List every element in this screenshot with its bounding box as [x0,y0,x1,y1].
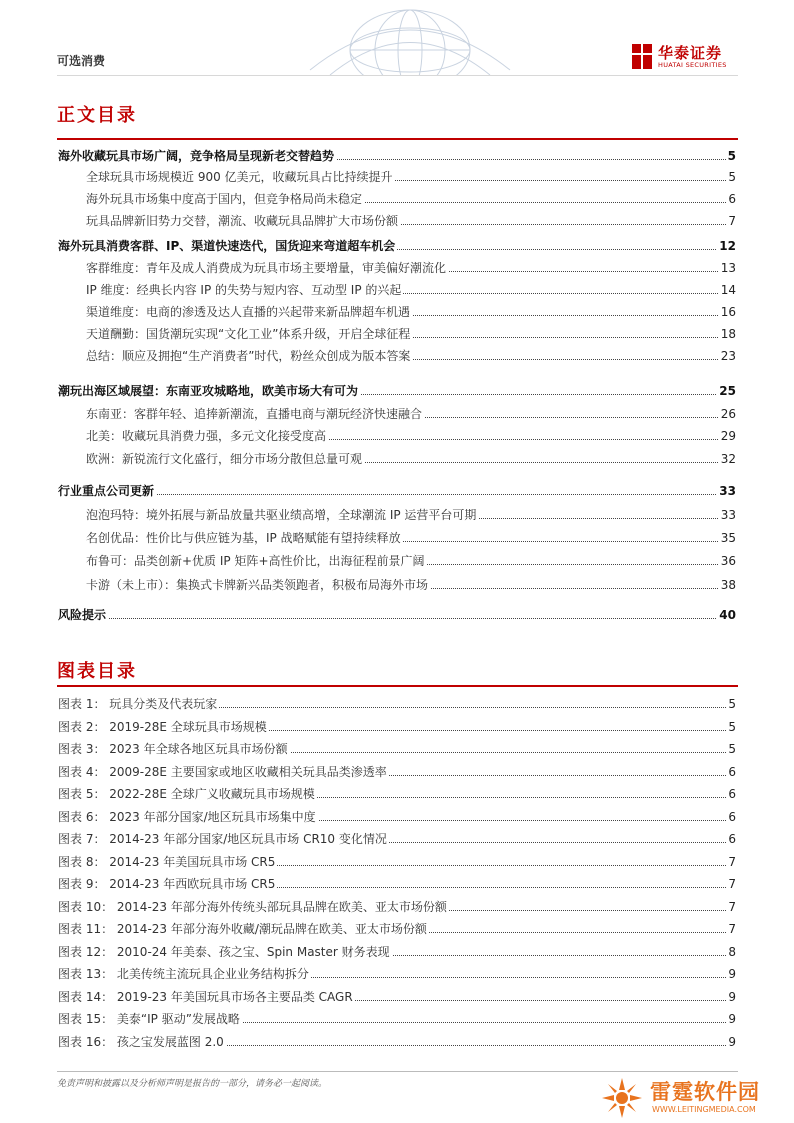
watermark-text-cn: 雷霆软件园 [650,1080,760,1104]
toc-entry-label: 名创优品：性价比与供应链为基，IP 战略赋能有望持续释放 [86,528,403,548]
figures-title: 图表目录 [57,661,137,682]
figure-entry-label: 图表 16： 孩之宝发展蓝图 2.0 [58,1032,226,1052]
toc-entry-page: 40 [717,605,736,625]
toc-entry-label: 客群维度：青年及成人消费成为玩具市场主要增量，审美偏好潮流化 [86,258,448,278]
toc-section-entry[interactable] [0,324,794,344]
figure-entry-label: 图表 7： 2014-23 年部分国家/地区玩具市场 CR10 变化情况 [58,829,389,849]
toc-chapter-entry[interactable] [0,381,794,401]
figure-entry-label: 图表 12： 2010-24 年美泰、孩之宝、Spin Master 财务表现 [58,942,392,962]
figure-entry-label: 图表 5： 2022-28E 全球广义收藏玩具市场规模 [58,784,317,804]
figure-entry[interactable] [0,762,794,782]
toc-entry-label: 东南亚：客群年轻、追捧新潮流，直播电商与潮玩经济快速融合 [86,404,424,424]
figure-entry-page: 7 [726,852,736,872]
toc-section-entry[interactable] [0,449,794,469]
toc-section-entry[interactable] [0,211,794,231]
figure-entry[interactable] [0,717,794,737]
figure-entry[interactable] [0,739,794,759]
figure-entry-page: 5 [726,717,736,737]
toc-section-entry[interactable] [0,280,794,300]
figure-entry-label: 图表 4： 2009-28E 主要国家或地区收藏相关玩具品类渗透率 [58,762,389,782]
toc-entry-page: 25 [717,381,736,401]
toc-entry-page: 33 [717,481,736,501]
toc-entry-page: 18 [719,324,736,344]
toc-section-entry[interactable] [0,575,794,595]
toc-entry-label: 渠道维度：电商的渗透及达人直播的兴起带来新品牌超车机遇 [86,302,412,322]
figure-entry-label: 图表 13： 北美传统主流玩具企业业务结构拆分 [58,964,311,984]
toc-section-entry[interactable] [0,528,794,548]
toc-entry-label: 全球玩具市场规模近 900 亿美元，收藏玩具占比持续提升 [86,167,395,187]
toc-entry-label: 玩具品牌新旧势力交替，潮流、收藏玩具品牌扩大市场份额 [86,211,400,231]
toc-entry-page: 13 [719,258,736,278]
dot-leader [58,494,734,495]
toc-chapter-entry[interactable] [0,481,794,501]
watermark-logo-icon [600,1076,644,1120]
figure-entry[interactable] [0,694,794,714]
toc-entry-page: 33 [719,505,736,525]
section-label: 可选消费 [57,54,106,68]
figure-entry-label: 图表 10： 2014-23 年部分海外传统头部玩具品牌在欧美、亚太市场份额 [58,897,449,917]
toc-chapter-entry[interactable] [0,605,794,625]
toc-entry-label: 泡泡玛特：境外拓展与新品放量共驱业绩高增，全球潮流 IP 运营平台可期 [86,505,478,525]
toc-entry-label: 天道酬勤：国货潮玩实现“文化工业”体系升级，开启全球征程 [86,324,412,344]
toc-entry-label: 风险提示 [58,605,108,625]
figure-entry[interactable] [0,829,794,849]
toc-entry-label: 总结：顺应及拥抱“生产消费者”时代，粉丝众创成为版本答案 [86,346,412,366]
figure-entry-page: 9 [726,1009,736,1029]
toc-title-rule [57,138,738,140]
figure-entry-page: 7 [726,919,736,939]
huatai-logo [632,44,742,74]
figure-entry-label: 图表 2： 2019-28E 全球玩具市场规模 [58,717,269,737]
watermark-text-en: WWW.LEITINGMEDIA.COM [652,1105,756,1114]
toc-entry-page: 38 [719,575,736,595]
figure-entry-label: 图表 8： 2014-23 年美国玩具市场 CR5 [58,852,277,872]
figure-entry-label: 图表 1： 玩具分类及代表玩家 [58,694,219,714]
figure-entry-label: 图表 15： 美泰“IP 驱动”发展战略 [58,1009,242,1029]
figure-entry[interactable] [0,919,794,939]
toc-entry-page: 14 [719,280,736,300]
figure-entry-page: 8 [726,942,736,962]
figure-entry-page: 9 [726,1032,736,1052]
toc-section-entry[interactable] [0,302,794,322]
figure-entry-page: 7 [726,897,736,917]
toc-entry-label: IP 维度：经典长内容 IP 的失势与短内容、互动型 IP 的兴起 [86,280,403,300]
figure-entry[interactable] [0,964,794,984]
toc-entry-label: 海外收藏玩具市场广阔，竞争格局呈现新老交替趋势 [58,146,336,166]
toc-section-entry[interactable] [0,426,794,446]
toc-section-entry[interactable] [0,258,794,278]
toc-entry-page: 35 [719,528,736,548]
disclaimer-text: 免责声明和披露以及分析师声明是报告的一部分，请务必一起阅读。 [57,1079,328,1089]
page-header [0,0,794,80]
toc-entry-page: 23 [719,346,736,366]
figure-entry-page: 6 [726,829,736,849]
figure-entry[interactable] [0,852,794,872]
toc-chapter-entry[interactable] [0,146,794,166]
toc-entry-label: 卡游（未上市）：集换式卡牌新兴品类领跑者，积极布局海外市场 [86,575,430,595]
figure-entry-label: 图表 6： 2023 年部分国家/地区玩具市场集中度 [58,807,318,827]
toc-entry-label: 海外玩具市场集中度高于国内，但竞争格局尚未稳定 [86,189,364,209]
toc-entry-label: 北美：收藏玩具消费力强，多元文化接受度高 [86,426,328,446]
toc-entry-page: 5 [726,146,736,166]
figure-entry-page: 6 [726,784,736,804]
figure-entry-label: 图表 9： 2014-23 年西欧玩具市场 CR5 [58,874,277,894]
toc-entry-page: 6 [726,189,736,209]
figure-entry[interactable] [0,784,794,804]
logo-mark-icon [632,44,654,70]
figure-entry[interactable] [0,987,794,1007]
figure-entry-page: 6 [726,762,736,782]
figure-entry[interactable] [0,942,794,962]
toc-section-entry[interactable] [0,189,794,209]
figure-entry-page: 5 [726,739,736,759]
header-divider [57,75,738,76]
toc-section-entry[interactable] [0,346,794,366]
toc-entry-label: 海外玩具消费客群、IP、渠道快速迭代，国货迎来弯道超车机会 [58,236,397,256]
toc-section-entry[interactable] [0,551,794,571]
toc-entry-page: 5 [726,167,736,187]
dot-leader [58,618,734,619]
figure-entry[interactable] [0,897,794,917]
toc-entry-label: 欧洲：新锐流行文化盛行，细分市场分散但总量可观 [86,449,364,469]
toc-entry-page: 36 [719,551,736,571]
toc-entry-label: 布鲁可：品类创新+优质 IP 矩阵+高性价比，出海征程前景广阔 [86,551,427,571]
figure-entry-page: 9 [726,964,736,984]
toc-entry-page: 12 [717,236,736,256]
toc-section-entry[interactable] [0,505,794,525]
figure-entry-page: 7 [726,874,736,894]
figure-entry-label: 图表 14： 2019-23 年美国玩具市场各主要品类 CAGR [58,987,355,1007]
toc-entry-page: 16 [719,302,736,322]
logo-text-en: HUATAI SECURITIES [658,61,727,69]
figure-entry[interactable] [0,874,794,894]
figure-entry-page: 9 [726,987,736,1007]
toc-entry-page: 29 [719,426,736,446]
figure-entry-label: 图表 3： 2023 年全球各地区玩具市场份额 [58,739,290,759]
figure-entry-page: 5 [726,694,736,714]
toc-entry-page: 7 [726,211,736,231]
toc-title: 正文目录 [57,105,137,126]
toc-entry-page: 32 [719,449,736,469]
figures-title-rule [57,685,738,687]
figure-entry[interactable] [0,1032,794,1052]
toc-entry-label: 行业重点公司更新 [58,481,156,501]
figure-entry-page: 6 [726,807,736,827]
figure-entry[interactable] [0,807,794,827]
toc-entry-label: 潮玩出海区域展望：东南亚攻城略地，欧美市场大有可为 [58,381,360,401]
figure-entry-label: 图表 11： 2014-23 年部分海外收藏/潮玩品牌在欧美、亚太市场份额 [58,919,429,939]
toc-section-entry[interactable] [0,404,794,424]
toc-chapter-entry[interactable] [0,236,794,256]
globe-decoration-icon [300,0,520,76]
toc-section-entry[interactable] [0,167,794,187]
logo-text-cn: 华泰证券 [658,44,723,62]
watermark [598,1072,794,1123]
figure-entry[interactable] [0,1009,794,1029]
toc-entry-page: 26 [719,404,736,424]
